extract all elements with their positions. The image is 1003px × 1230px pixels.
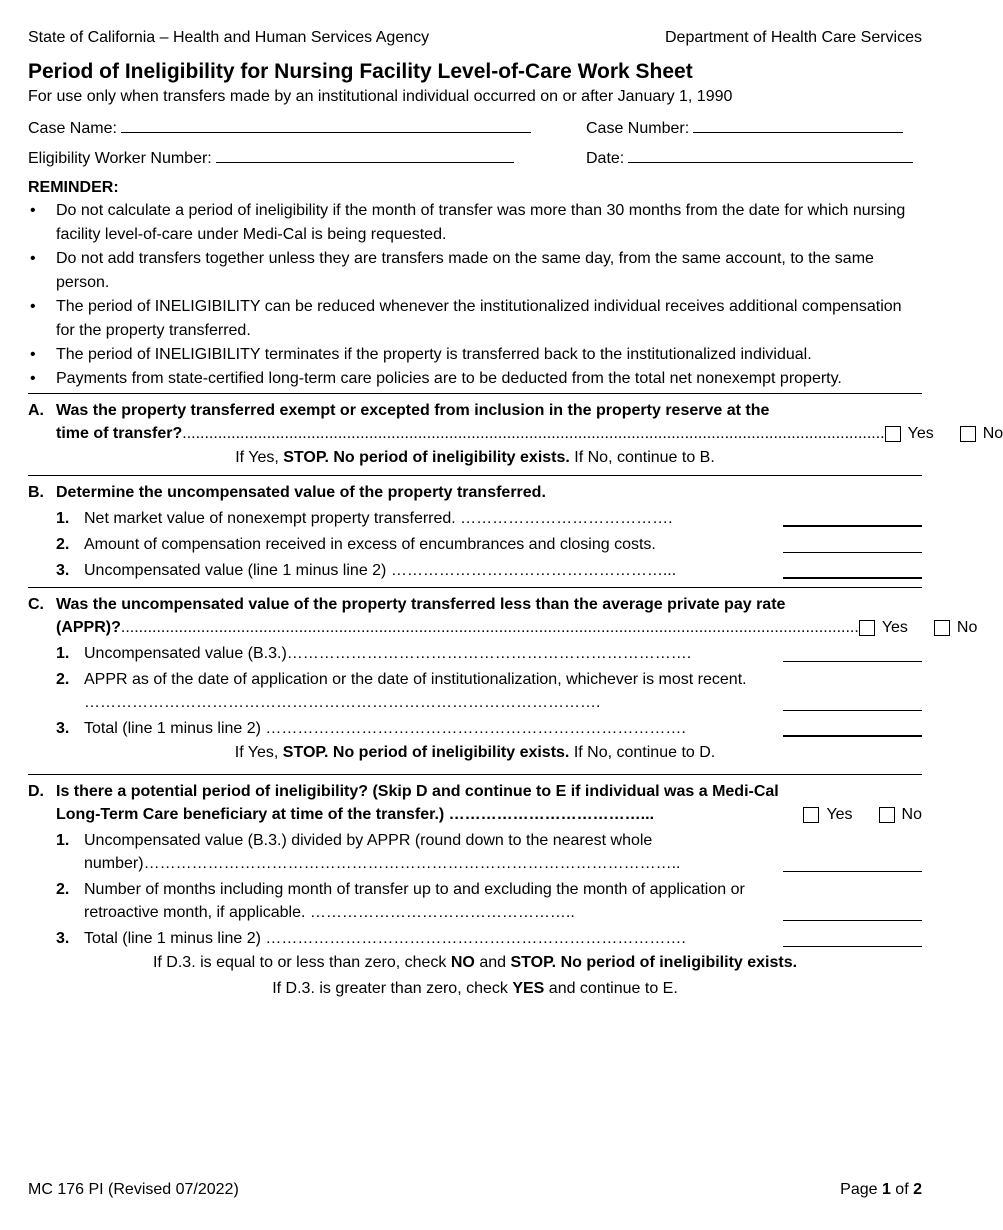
- section-a: [28, 393, 1003, 474]
- no-label: No: [982, 425, 1003, 443]
- section-b-letter: B.: [28, 484, 44, 502]
- section-d-item-1: 1. Uncompensated value (B.3.) divided by APPR (round down to the nearest whole number)………………………………………………………………………………………..: [56, 829, 922, 875]
- page-footer: [28, 1180, 922, 1199]
- section-c-line-1-input[interactable]: [783, 643, 922, 662]
- worker-number-label: Eligibility Worker Number:: [28, 149, 212, 167]
- bullet-icon: •: [30, 370, 36, 388]
- section-d-yes-no: [803, 803, 922, 826]
- case-number-input[interactable]: [693, 118, 903, 133]
- section-d-note-1: If D.3. is equal to or less than zero, check NO and STOP. No period of ineligibility exists.: [152, 954, 798, 972]
- section-b-item-3: 3. Uncompensated value (line 1 minus line 2) ……………………………………………...: [56, 559, 922, 585]
- page-title: Period of Ineligibility for Nursing Facility Level-of-Care Work Sheet: [28, 60, 693, 84]
- section-b-question: [28, 481, 922, 504]
- section-a-letter: A.: [28, 402, 44, 420]
- page-number: Page 1 of 2: [840, 1181, 922, 1198]
- form-id: MC 176 PI (Revised 07/2022): [28, 1181, 239, 1198]
- reminder-item: • Payments from state-certified long-term care policies are to be deducted from the total net nonexempt property.: [28, 367, 922, 391]
- bullet-icon: •: [30, 202, 36, 220]
- worker-number-field: [28, 148, 586, 168]
- section-b: [28, 475, 922, 585]
- section-c-letter: C.: [28, 596, 44, 614]
- section-d-no-checkbox[interactable]: [879, 807, 895, 823]
- section-b-line-3-input[interactable]: [783, 559, 922, 579]
- section-d-item-2: 2. Number of months including month of transfer up to and excluding the month of application or retroactive month, if applicable. …………………………………………..: [56, 878, 922, 924]
- section-c-line-3-input[interactable]: [783, 717, 922, 737]
- section-d-question-line1: Is there a potential period of ineligibility? (Skip D and continue to E if individual was a Medi-Cal: [56, 783, 779, 801]
- section-a-yes-checkbox[interactable]: [885, 426, 901, 442]
- bullet-icon: •: [30, 298, 36, 316]
- bullet-icon: •: [30, 346, 36, 364]
- case-name-input[interactable]: [121, 118, 531, 133]
- section-d-question-line2: Long-Term Care beneficiary at time of the transfer.) ………………………………...: [56, 806, 655, 824]
- section-c-item-3: 3. Total (line 1 minus line 2) …………………………………………………………………….: [56, 717, 922, 740]
- case-name-field: [28, 118, 586, 138]
- section-c-yes-no: [859, 616, 978, 639]
- section-d-line-3-input[interactable]: [783, 928, 922, 947]
- yes-label: Yes: [826, 806, 853, 824]
- section-d: [28, 774, 922, 1002]
- reminder-item: • The period of INELIGIBILITY terminates if the property is transferred back to the institutionalized individual.: [28, 343, 922, 367]
- section-c-question-line2: (APPR)?: [56, 619, 121, 637]
- section-b-item-1: 1. Net market value of nonexempt property transferred. ………………………………….: [56, 507, 922, 530]
- section-a-question: [28, 399, 1003, 445]
- date-field: [586, 148, 913, 168]
- section-d-item-3: 3. Total (line 1 minus line 2) …………………………………………………………………….: [56, 927, 922, 950]
- yes-label: Yes: [881, 619, 908, 637]
- section-a-note: If Yes, STOP. No period of ineligibility exists. If No, continue to B.: [235, 449, 715, 467]
- section-a-question-line1: Was the property transferred exempt or excepted from inclusion in the property reserve at the: [56, 402, 770, 420]
- reminder-item: • Do not calculate a period of ineligibility if the month of transfer was more than 30 months from the date for which nursing facility level-of-care under Medi-Cal is being requested.: [28, 199, 922, 247]
- case-number-field: [586, 118, 903, 138]
- dot-leader: ......................................................................................................................................................................: [120, 619, 859, 637]
- no-label: No: [956, 619, 978, 637]
- section-c: [28, 587, 978, 772]
- page-header: [28, 28, 922, 47]
- section-c-line-2-input[interactable]: [783, 692, 922, 711]
- section-d-line-1-input[interactable]: [783, 853, 922, 872]
- section-c-question: [28, 593, 978, 639]
- section-a-yes-no: [885, 422, 1003, 445]
- case-number-label: Case Number:: [586, 119, 690, 137]
- bullet-icon: •: [30, 250, 36, 268]
- case-row: [28, 118, 922, 138]
- department-label: Department of Health Care Services: [665, 29, 922, 46]
- section-c-item-1: 1. Uncompensated value (B.3.)………………………………………………………………….: [56, 642, 922, 665]
- dot-leader: ..............................................................................................................................................................: [182, 425, 885, 443]
- no-label: No: [901, 806, 922, 824]
- reminder-list: [28, 199, 922, 391]
- section-b-line-2-input[interactable]: [783, 534, 922, 553]
- agency-label: State of California – Health and Human Services Agency: [28, 29, 430, 46]
- worker-row: [28, 148, 922, 168]
- section-b-question-text: Determine the uncompensated value of the property transferred.: [56, 484, 546, 502]
- section-d-letter: D.: [28, 783, 44, 801]
- section-d-question: [28, 780, 922, 826]
- section-c-item-2: 2. APPR as of the date of application or the date of institutionalization, whichever is most recent. …………………………………………………………………………………….: [56, 668, 922, 714]
- section-c-note: If Yes, STOP. No period of ineligibility exists. If No, continue to D.: [234, 744, 716, 762]
- reminder-title: REMINDER:: [28, 178, 119, 196]
- yes-label: Yes: [907, 425, 934, 443]
- section-d-yes-checkbox[interactable]: [803, 807, 819, 823]
- case-name-label: Case Name:: [28, 119, 117, 137]
- section-c-question-line1: Was the uncompensated value of the property transferred less than the average private pay rate: [56, 596, 786, 614]
- section-b-line-1-input[interactable]: [783, 507, 922, 527]
- date-label: Date:: [586, 149, 625, 167]
- form-page: [28, 28, 1003, 1002]
- section-d-note-2: If D.3. is greater than zero, check YES and continue to E.: [272, 980, 678, 998]
- section-a-question-line2: time of transfer?: [56, 425, 183, 443]
- worker-number-input[interactable]: [216, 148, 514, 163]
- page-subtitle: For use only when transfers made by an institutional individual occurred on or after January 1, 1990: [28, 88, 733, 106]
- reminder-item: • The period of INELIGIBILITY can be reduced whenever the institutionalized individual receives additional compensation for the property transferred.: [28, 295, 922, 343]
- section-c-yes-checkbox[interactable]: [859, 620, 875, 636]
- date-input[interactable]: [628, 148, 913, 163]
- section-d-line-2-input[interactable]: [783, 902, 922, 921]
- section-b-item-2: 2. Amount of compensation received in excess of encumbrances and closing costs.: [56, 533, 922, 556]
- section-c-no-checkbox[interactable]: [934, 620, 950, 636]
- section-a-no-checkbox[interactable]: [960, 426, 976, 442]
- reminder-item: • Do not add transfers together unless they are transfers made on the same day, from the same account, to the same person.: [28, 247, 922, 295]
